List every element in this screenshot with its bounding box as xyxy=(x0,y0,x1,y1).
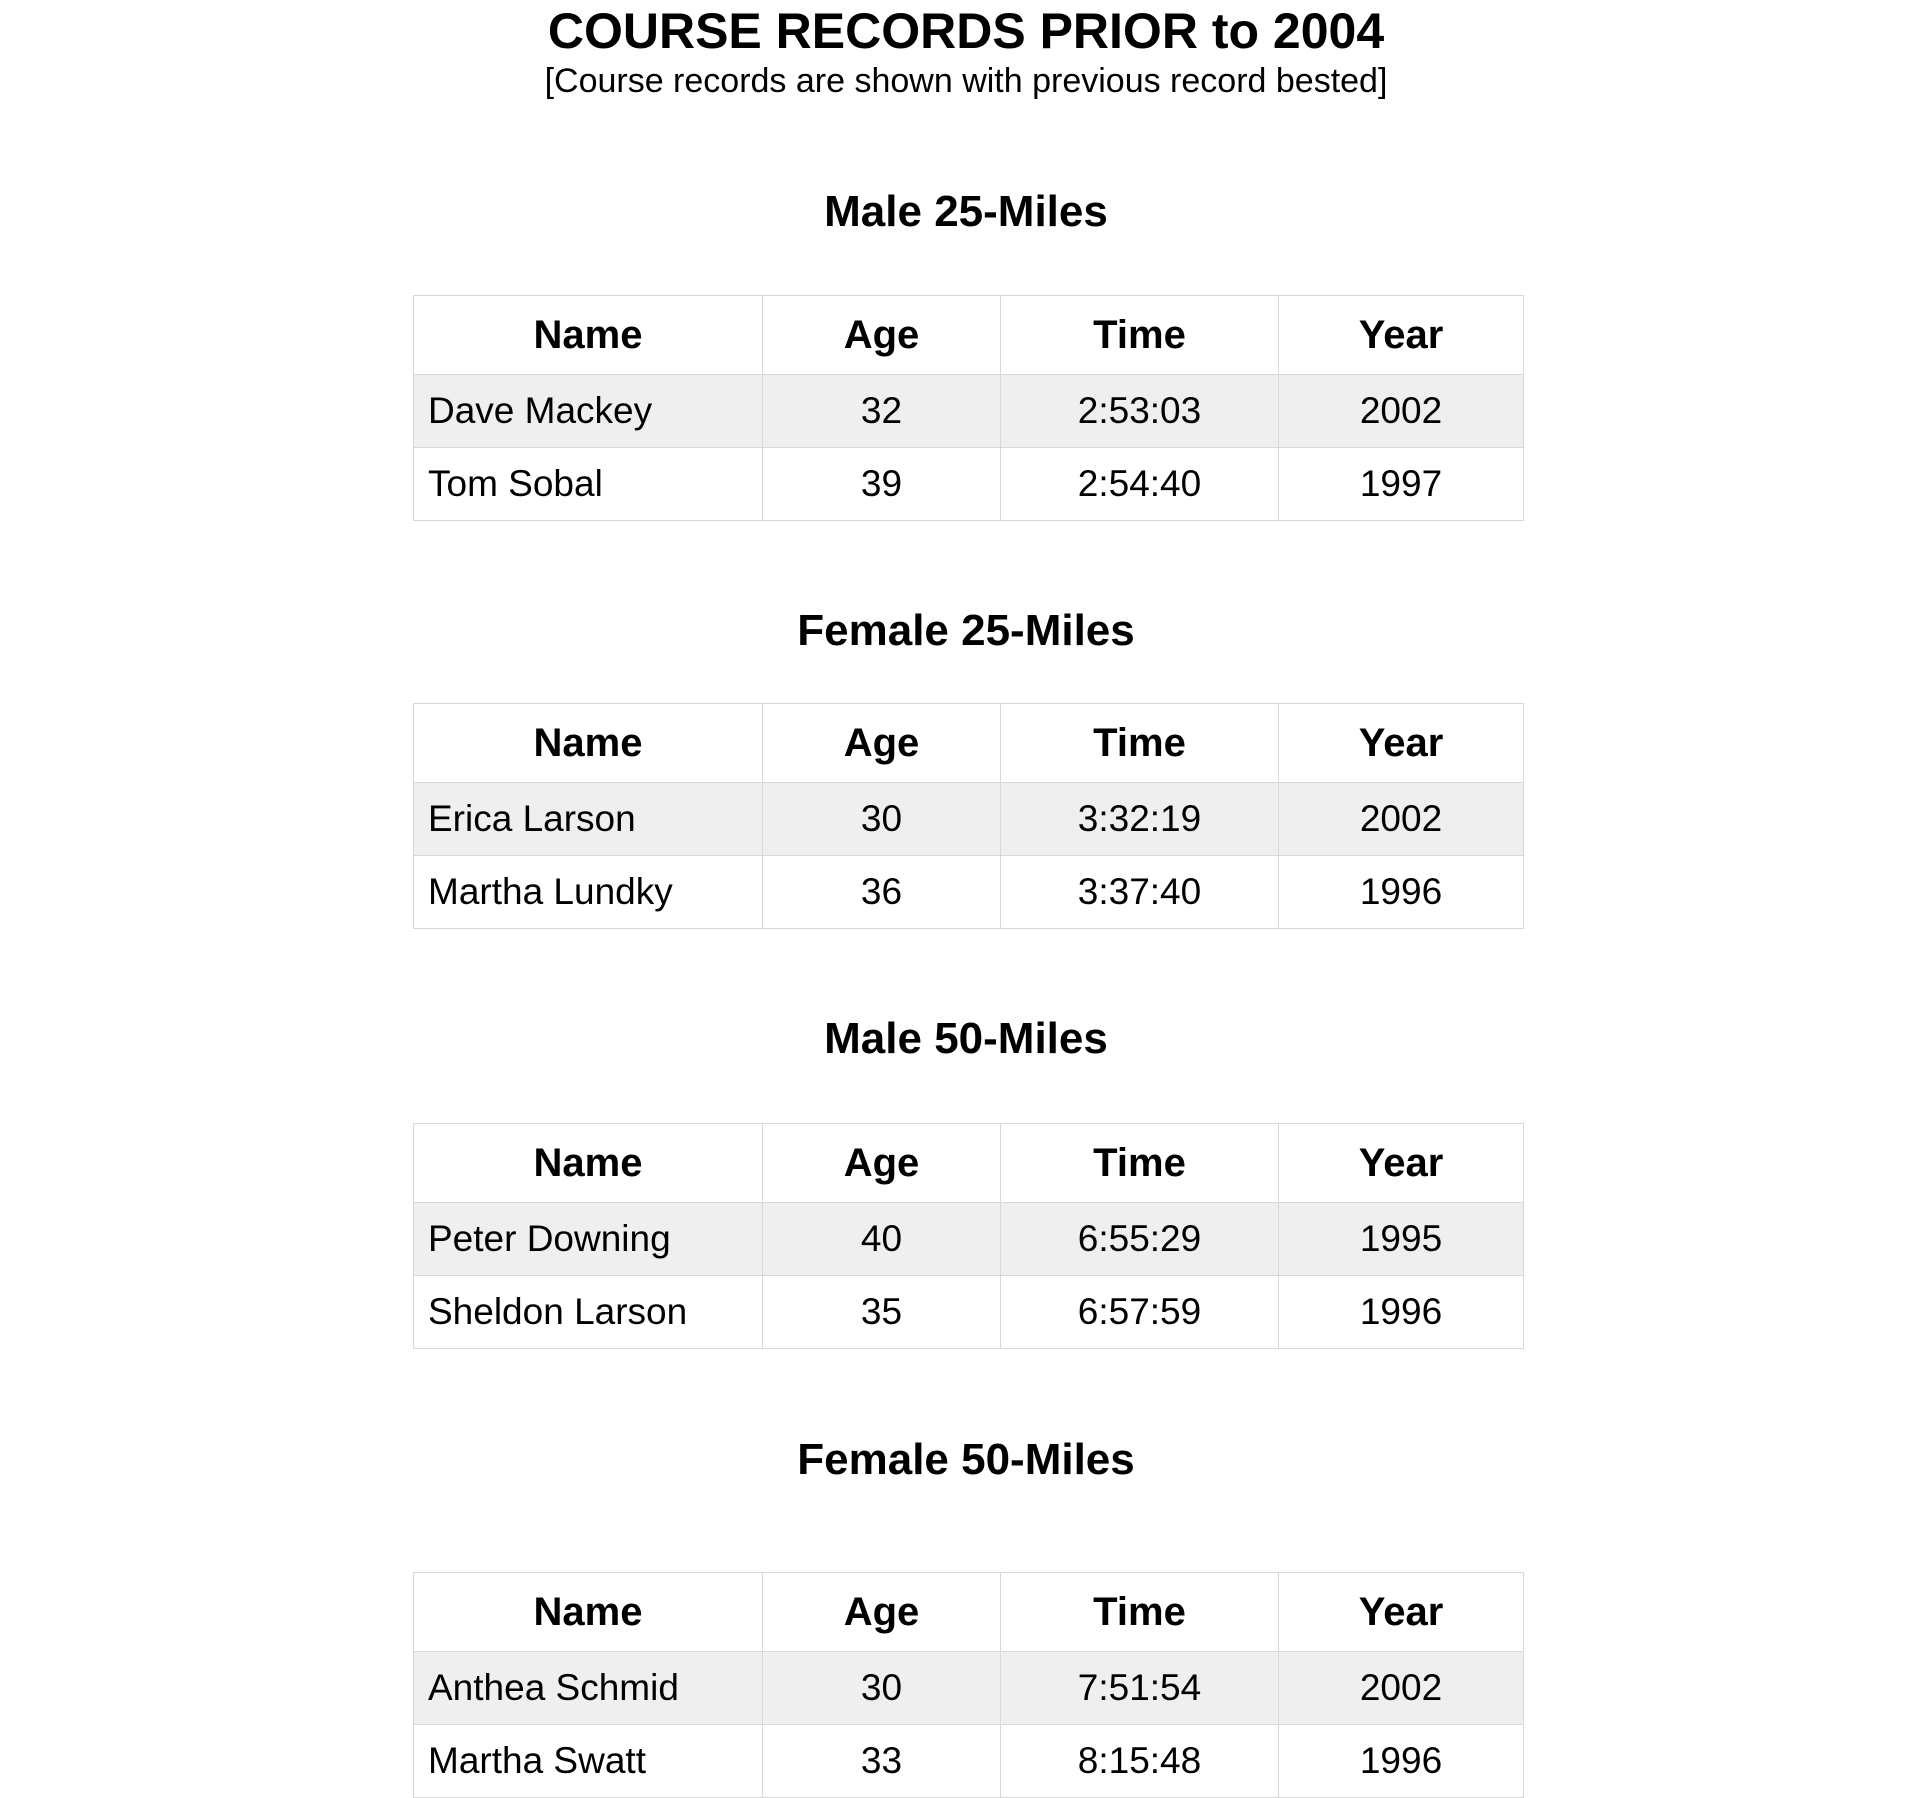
records-table-male-50-miles xyxy=(413,1123,1524,1349)
cell-name: Martha Lundky xyxy=(414,856,763,929)
column-header-name: Name xyxy=(414,1573,763,1652)
cell-age: 40 xyxy=(763,1203,1001,1276)
column-header-time: Time xyxy=(1001,1124,1279,1203)
section-heading-female-50-miles: Female 50-Miles xyxy=(797,1435,1135,1484)
cell-year: 2002 xyxy=(1279,783,1524,856)
column-header-year: Year xyxy=(1279,1573,1524,1652)
column-header-age: Age xyxy=(763,296,1001,375)
table-header-row xyxy=(414,704,1524,783)
cell-time: 6:55:29 xyxy=(1001,1203,1279,1276)
records-table-female-25-miles xyxy=(413,703,1524,929)
page-title: COURSE RECORDS PRIOR to 2004 xyxy=(547,3,1385,59)
section-heading-male-50-miles: Male 50-Miles xyxy=(824,1014,1108,1063)
column-header-name: Name xyxy=(414,1124,763,1203)
table-row xyxy=(414,375,1524,448)
cell-time: 3:32:19 xyxy=(1001,783,1279,856)
cell-name: Martha Swatt xyxy=(414,1725,763,1798)
cell-age: 35 xyxy=(763,1276,1001,1349)
cell-time: 8:15:48 xyxy=(1001,1725,1279,1798)
column-header-age: Age xyxy=(763,1124,1001,1203)
cell-age: 30 xyxy=(763,783,1001,856)
table-row xyxy=(414,1725,1524,1798)
records-table-male-25-miles xyxy=(413,295,1524,521)
cell-time: 6:57:59 xyxy=(1001,1276,1279,1349)
cell-time: 7:51:54 xyxy=(1001,1652,1279,1725)
cell-year: 1996 xyxy=(1279,1725,1524,1798)
column-header-age: Age xyxy=(763,1573,1001,1652)
cell-name: Dave Mackey xyxy=(414,375,763,448)
table-row xyxy=(414,783,1524,856)
table-row xyxy=(414,856,1524,929)
column-header-time: Time xyxy=(1001,1573,1279,1652)
table-row xyxy=(414,1203,1524,1276)
cell-year: 1996 xyxy=(1279,1276,1524,1349)
cell-year: 1996 xyxy=(1279,856,1524,929)
cell-age: 36 xyxy=(763,856,1001,929)
cell-year: 1995 xyxy=(1279,1203,1524,1276)
cell-name: Anthea Schmid xyxy=(414,1652,763,1725)
column-header-name: Name xyxy=(414,296,763,375)
table-header-row xyxy=(414,1124,1524,1203)
cell-time: 3:37:40 xyxy=(1001,856,1279,929)
section-heading-female-25-miles: Female 25-Miles xyxy=(797,606,1135,655)
cell-name: Tom Sobal xyxy=(414,448,763,521)
column-header-age: Age xyxy=(763,704,1001,783)
section-heading-male-25-miles: Male 25-Miles xyxy=(824,187,1108,236)
cell-age: 33 xyxy=(763,1725,1001,1798)
cell-year: 1997 xyxy=(1279,448,1524,521)
records-table-female-50-miles xyxy=(413,1572,1524,1798)
column-header-year: Year xyxy=(1279,296,1524,375)
cell-time: 2:53:03 xyxy=(1001,375,1279,448)
page-subtitle: [Course records are shown with previous record bested] xyxy=(544,62,1388,100)
cell-age: 30 xyxy=(763,1652,1001,1725)
column-header-time: Time xyxy=(1001,704,1279,783)
column-header-name: Name xyxy=(414,704,763,783)
cell-name: Erica Larson xyxy=(414,783,763,856)
cell-year: 2002 xyxy=(1279,375,1524,448)
column-header-year: Year xyxy=(1279,1124,1524,1203)
cell-age: 32 xyxy=(763,375,1001,448)
table-row xyxy=(414,1276,1524,1349)
table-header-row xyxy=(414,1573,1524,1652)
cell-name: Sheldon Larson xyxy=(414,1276,763,1349)
cell-name: Peter Downing xyxy=(414,1203,763,1276)
column-header-time: Time xyxy=(1001,296,1279,375)
cell-year: 2002 xyxy=(1279,1652,1524,1725)
column-header-year: Year xyxy=(1279,704,1524,783)
table-header-row xyxy=(414,296,1524,375)
cell-time: 2:54:40 xyxy=(1001,448,1279,521)
cell-age: 39 xyxy=(763,448,1001,521)
table-row xyxy=(414,448,1524,521)
table-row xyxy=(414,1652,1524,1725)
